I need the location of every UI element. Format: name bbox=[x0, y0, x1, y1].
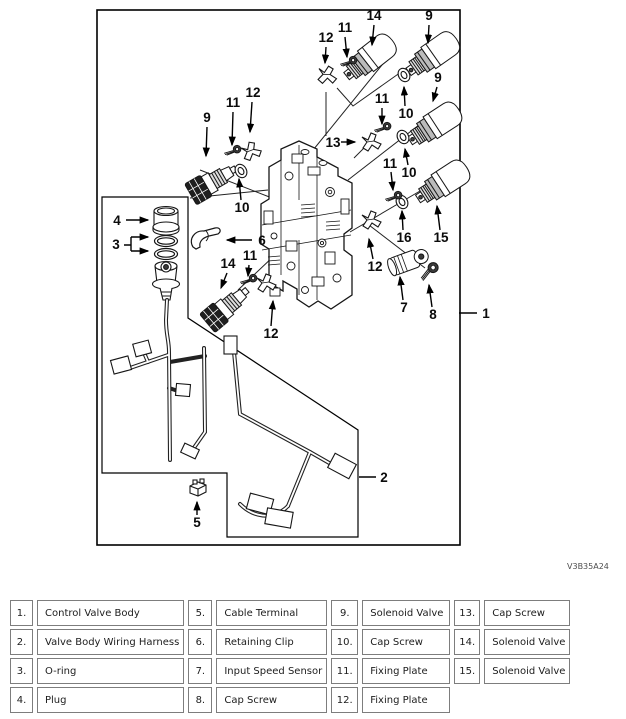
part-number-cell: 9. bbox=[331, 600, 358, 626]
cable-terminal-illustration bbox=[190, 479, 206, 496]
callout-label: 11 bbox=[242, 248, 258, 263]
solenoid-valve-illustration bbox=[411, 156, 474, 209]
part-label-cell: O-ring bbox=[37, 658, 184, 684]
table-row bbox=[10, 629, 570, 655]
part-label-cell: Cap Screw bbox=[362, 629, 450, 655]
callout-label: 3 bbox=[112, 237, 120, 252]
callout-label: 2 bbox=[380, 470, 388, 485]
callout-label: 10 bbox=[234, 200, 250, 215]
part-number-cell: 14. bbox=[454, 629, 480, 655]
part-label-cell: Cap Screw bbox=[484, 600, 570, 626]
callout-label: 6 bbox=[258, 233, 266, 248]
o-ring-illustration bbox=[155, 236, 178, 260]
callout-label: 14 bbox=[366, 8, 382, 23]
part-number-cell: 4. bbox=[10, 687, 33, 713]
part-label-cell: Solenoid Valve bbox=[484, 658, 570, 684]
callout-label: 10 bbox=[398, 106, 414, 121]
part-number-cell: 13. bbox=[454, 600, 480, 626]
part-number-cell: 2. bbox=[10, 629, 33, 655]
figure-code: V3B35A24 bbox=[567, 562, 609, 571]
solenoid-valve-illustration bbox=[339, 30, 401, 86]
empty-cell bbox=[484, 687, 570, 713]
part-number-cell: 6. bbox=[188, 629, 212, 655]
part-number-cell: 15. bbox=[454, 658, 480, 684]
wiring-harness-illustration bbox=[110, 300, 356, 528]
part-number-cell: 8. bbox=[188, 687, 212, 713]
part-number-cell: 12. bbox=[331, 687, 358, 713]
part-label-cell: Control Valve Body bbox=[37, 600, 184, 626]
part-label-cell: Solenoid Valve bbox=[362, 600, 450, 626]
table-row bbox=[10, 600, 570, 626]
callout-label: 12 bbox=[263, 326, 279, 341]
callout-label: 9 bbox=[203, 110, 211, 125]
callout-label: 1 bbox=[482, 306, 490, 321]
table-row bbox=[10, 687, 570, 713]
part-label-cell: Input Speed Sensor bbox=[216, 658, 327, 684]
callout-label: 10 bbox=[401, 165, 417, 180]
callout-label: 4 bbox=[113, 213, 121, 228]
part-number-cell: 5. bbox=[188, 600, 212, 626]
harness-connector-illustration bbox=[153, 262, 180, 301]
parts-table bbox=[6, 597, 574, 716]
plug-illustration bbox=[153, 207, 179, 236]
solenoid-valve-illustration bbox=[185, 158, 242, 205]
part-number-cell: 1. bbox=[10, 600, 33, 626]
part-label-cell: Solenoid Valve bbox=[484, 629, 570, 655]
callout-label: 9 bbox=[434, 70, 442, 85]
part-number-cell: 10. bbox=[331, 629, 358, 655]
part-label-cell: Plug bbox=[37, 687, 184, 713]
callout-label: 11 bbox=[374, 91, 390, 106]
solenoid-valve-illustration bbox=[200, 281, 255, 333]
part-label-cell: Retaining Clip bbox=[216, 629, 327, 655]
part-label-cell: Cap Screw bbox=[216, 687, 327, 713]
callout-label: 12 bbox=[245, 85, 261, 100]
callout-label: 12 bbox=[318, 30, 334, 45]
callout-label: 11 bbox=[382, 156, 398, 171]
part-number-cell: 11. bbox=[331, 658, 358, 684]
table-row bbox=[10, 658, 570, 684]
part-label-cell: Fixing Plate bbox=[362, 658, 450, 684]
control-valve-body-illustration bbox=[261, 141, 352, 309]
callout-label: 11 bbox=[225, 95, 241, 110]
callout-label: 15 bbox=[433, 230, 449, 245]
callout-label: 8 bbox=[429, 307, 437, 322]
callout-label: 11 bbox=[337, 20, 353, 35]
part-number-cell: 3. bbox=[10, 658, 33, 684]
retaining-clip-illustration bbox=[191, 228, 220, 249]
callout-label: 9 bbox=[425, 8, 433, 23]
part-label-cell: Fixing Plate bbox=[362, 687, 450, 713]
part-label-cell: Cable Terminal bbox=[216, 600, 327, 626]
callout-label: 7 bbox=[400, 300, 408, 315]
solenoid-valve-illustration bbox=[401, 28, 463, 83]
empty-cell bbox=[454, 687, 480, 713]
part-number-cell: 7. bbox=[188, 658, 212, 684]
part-label-cell: Valve Body Wiring Harness bbox=[37, 629, 184, 655]
callout-label: 13 bbox=[325, 135, 341, 150]
callout-label: 16 bbox=[396, 230, 412, 245]
input-speed-sensor-illustration bbox=[386, 246, 431, 277]
callout-label: 5 bbox=[193, 515, 201, 530]
callout-label: 12 bbox=[367, 259, 383, 274]
callout-label: 14 bbox=[220, 256, 236, 271]
